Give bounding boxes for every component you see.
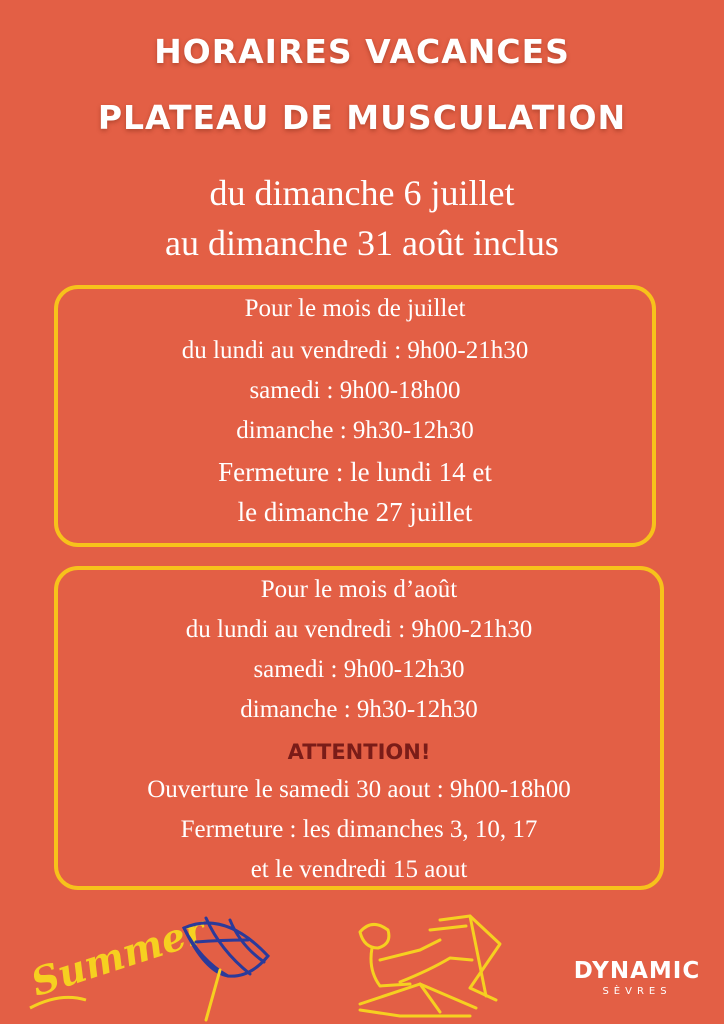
- august-closure-2: et le vendredi 15 aout: [250, 856, 468, 883]
- july-saturday: samedi : 9h00-18h00: [249, 377, 461, 404]
- deckchair-person-icon: [360, 916, 500, 1016]
- july-weekdays: du lundi au vendredi : 9h00-21h30: [181, 337, 529, 364]
- july-closure-2: le dimanche 27 juillet: [237, 497, 473, 527]
- august-schedule-box: [54, 566, 664, 890]
- august-weekdays: du lundi au vendredi : 9h00-21h30: [185, 616, 533, 643]
- july-schedule-box: [54, 285, 656, 547]
- august-opening: Ouverture le samedi 30 aout : 9h00-18h00: [147, 776, 571, 803]
- brand-name: DYNAMIC: [573, 958, 701, 984]
- title-line-1: HORAIRES VACANCES: [154, 32, 570, 71]
- summer-lettering: Summer: [25, 906, 211, 1005]
- august-closure-1: Fermeture : les dimanches 3, 10, 17: [180, 816, 538, 843]
- dates-line-2: au dimanche 31 août inclus: [165, 223, 559, 263]
- dates-line-1: du dimanche 6 juillet: [209, 173, 515, 213]
- august-heading: Pour le mois d’août: [260, 576, 458, 603]
- title-line-2: PLATEAU DE MUSCULATION: [97, 98, 627, 137]
- dynamic-sevres-logo: [562, 958, 712, 997]
- brand-subtitle: SÈVRES: [602, 986, 672, 997]
- july-closure-1: Fermeture : le lundi 14 et: [218, 457, 492, 487]
- august-saturday: samedi : 9h00-12h30: [253, 656, 465, 683]
- attention-label: ATTENTION!: [287, 740, 431, 764]
- july-sunday: dimanche : 9h30-12h30: [236, 417, 474, 444]
- july-heading: Pour le mois de juillet: [244, 295, 466, 322]
- august-sunday: dimanche : 9h30-12h30: [240, 696, 478, 723]
